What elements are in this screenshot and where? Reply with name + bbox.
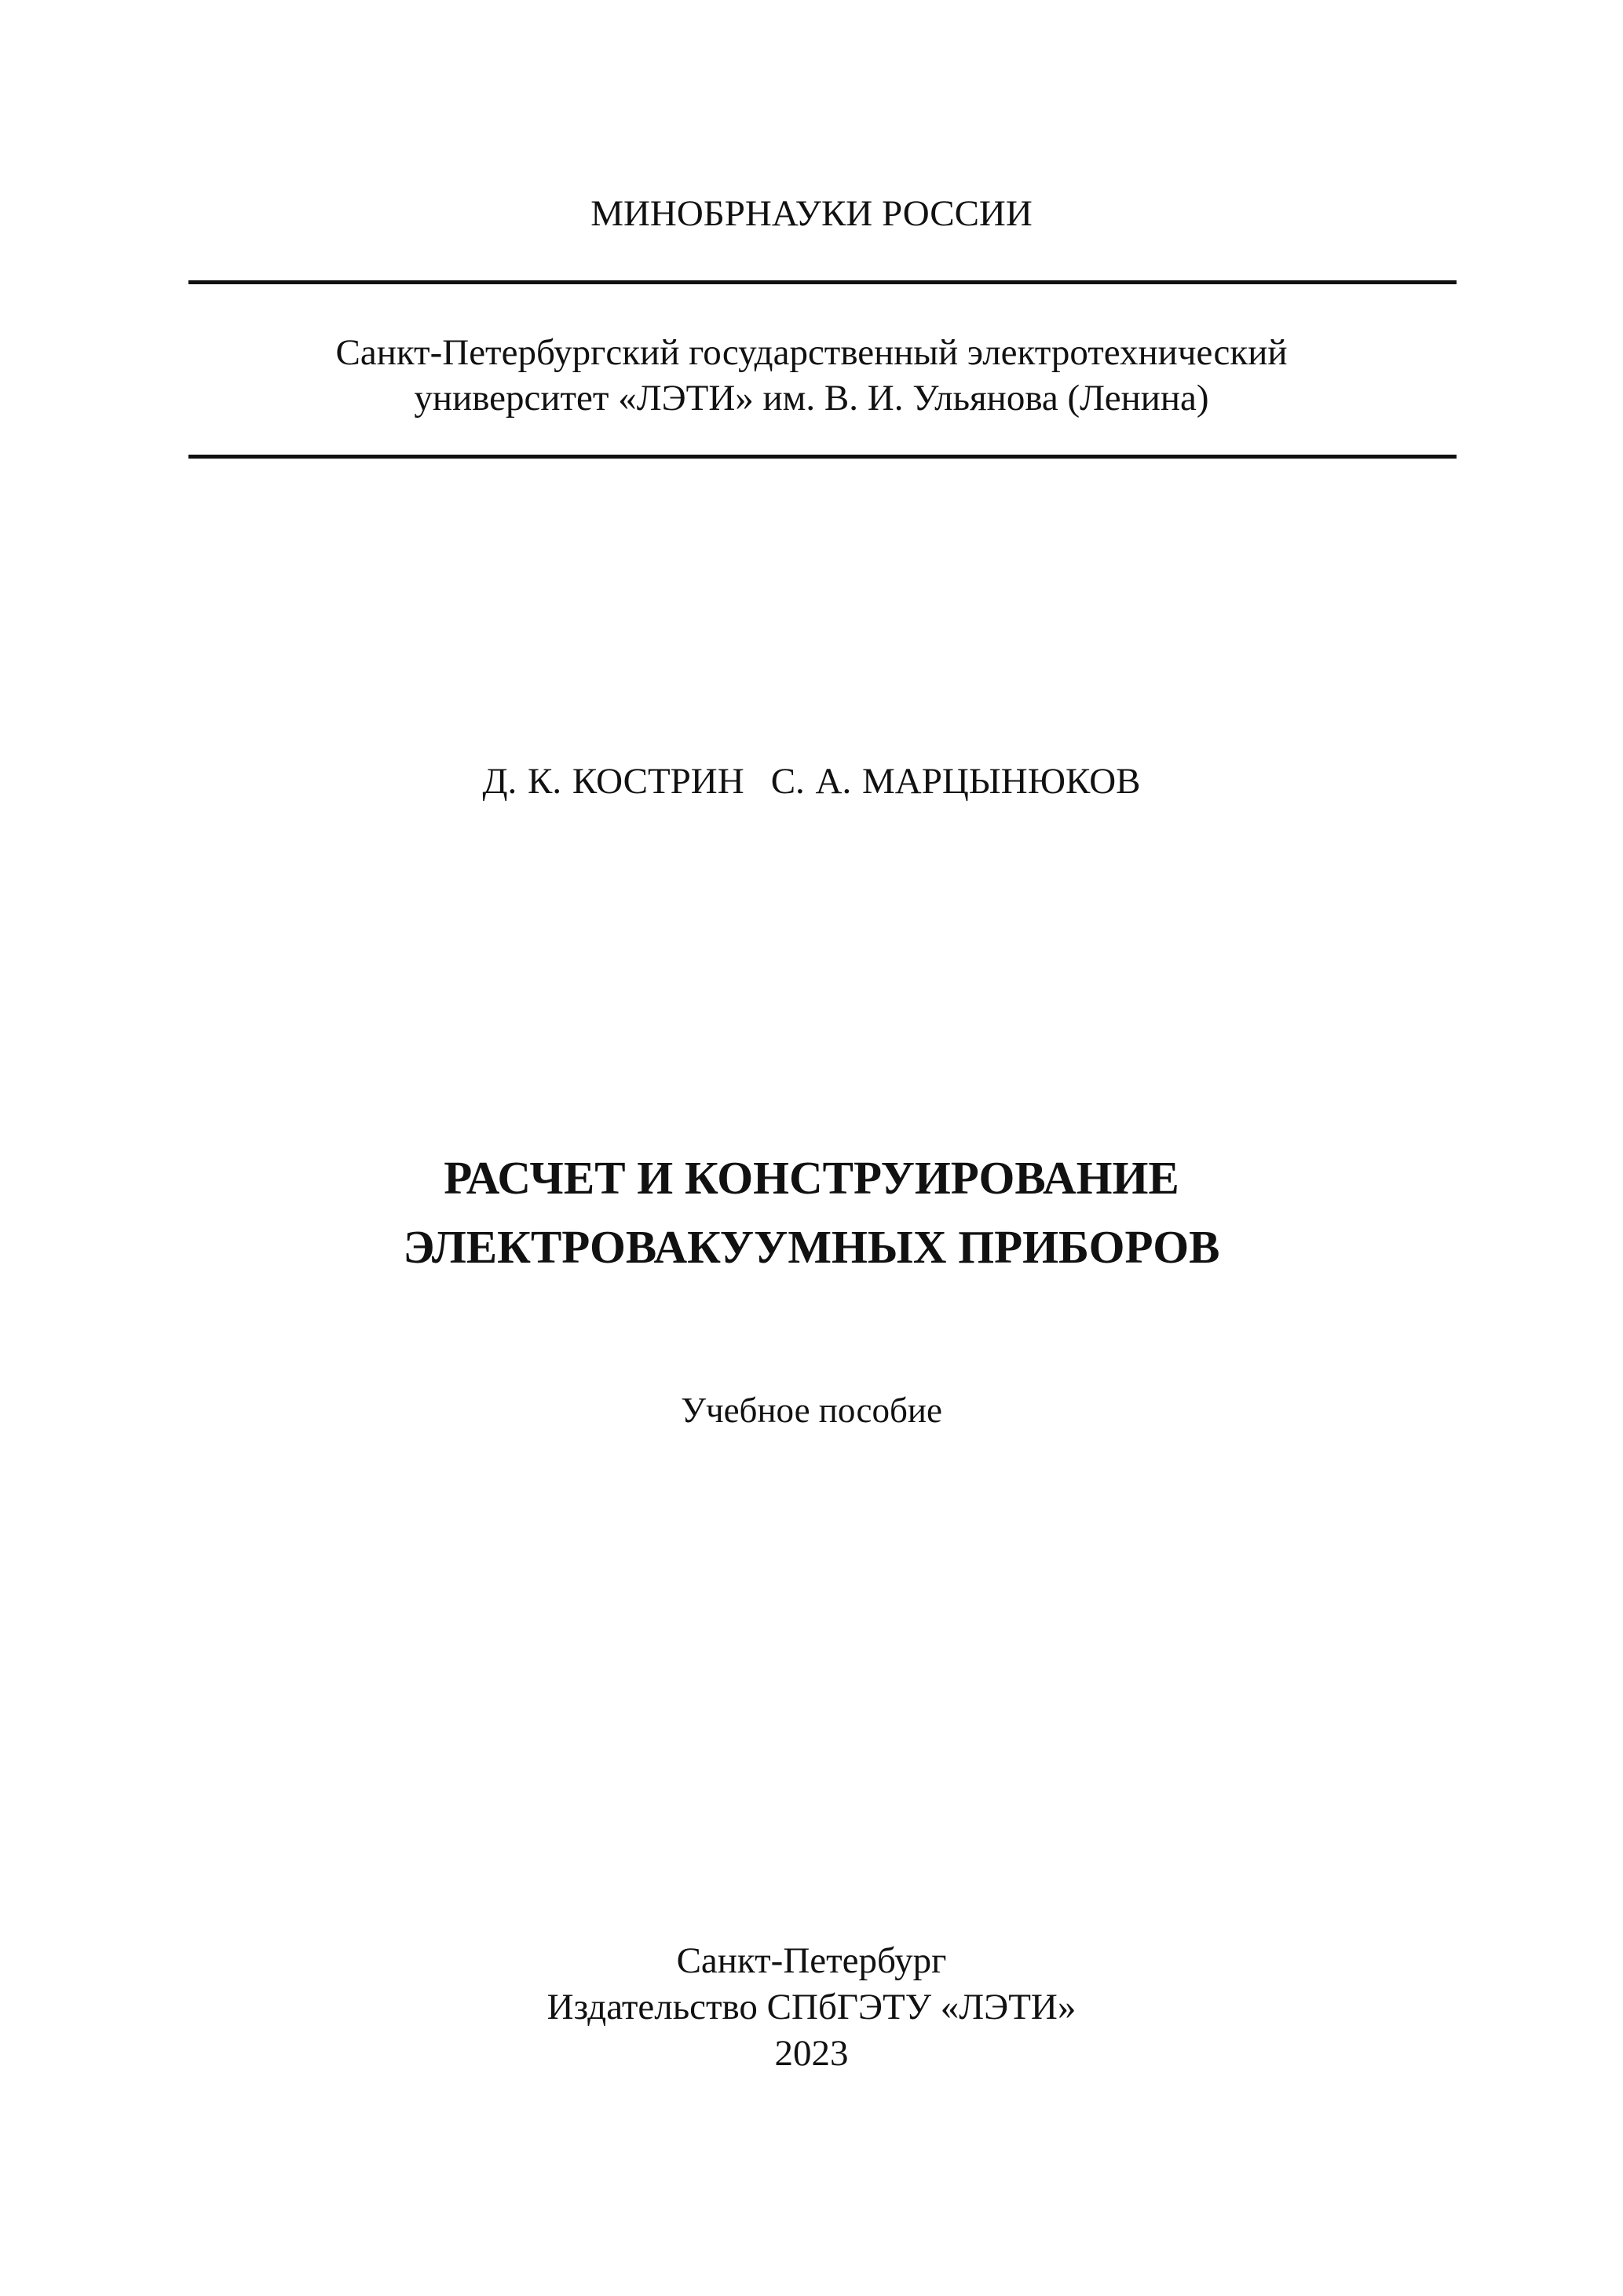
author-1: Д. К. КОСТРИН — [482, 761, 744, 802]
ministry-name: МИНОБРНАУКИ РОССИИ — [590, 193, 1033, 234]
header-top-divider — [188, 280, 1457, 284]
book-subtitle: Учебное пособие — [681, 1391, 942, 1430]
authors — [0, 759, 1623, 803]
university-name — [0, 330, 1623, 421]
imprint-city: Санкт-Петербург — [676, 1940, 947, 1981]
book-title-line-2: ЭЛЕКТРОВАКУУМНЫХ ПРИБОРОВ — [403, 1221, 1220, 1273]
author-2: С. А. МАРЦЫНЮКОВ — [770, 761, 1141, 802]
book-title-line-1: РАСЧЕТ И КОНСТРУИРОВАНИЕ — [444, 1152, 1179, 1204]
imprint — [0, 1938, 1623, 2077]
university-name-line-1: Санкт-Петербургский государственный электротехнический — [335, 332, 1288, 373]
header-bottom-divider — [188, 455, 1457, 459]
university-name-line-2: университет «ЛЭТИ» им. В. И. Ульянова (Ленина) — [414, 378, 1209, 419]
imprint-year: 2023 — [774, 2033, 849, 2074]
book-title — [0, 1143, 1623, 1281]
imprint-publisher: Издательство СПбГЭТУ «ЛЭТИ» — [546, 1987, 1077, 2027]
